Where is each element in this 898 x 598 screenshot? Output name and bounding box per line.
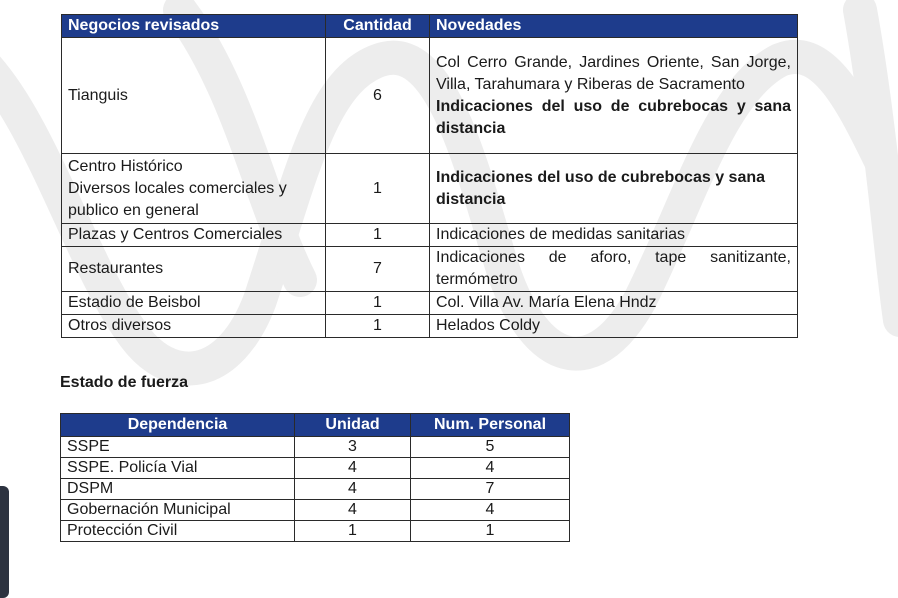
dependencia-cell: SSPE. Policía Vial — [61, 458, 295, 479]
personal-cell: 7 — [411, 479, 570, 500]
negocios-table — [61, 14, 798, 338]
novedades-cell: Helados Coldy — [430, 315, 798, 338]
negocio-cell — [62, 154, 326, 224]
header-cantidad: Cantidad — [326, 15, 430, 38]
unidad-cell: 1 — [295, 521, 411, 542]
table-row — [62, 292, 798, 315]
unidad-cell: 4 — [295, 500, 411, 521]
dependencia-cell: SSPE — [61, 437, 295, 458]
negocio-cell: Estadio de Beisbol — [62, 292, 326, 315]
dependencia-cell: DSPM — [61, 479, 295, 500]
table-row — [61, 479, 570, 500]
cantidad-cell: 7 — [326, 247, 430, 292]
novedades-cell: Indicaciones del uso de cubrebocas y sana distancia — [430, 154, 798, 224]
novedades-bold-text: Indicaciones del uso de cubrebocas y sana distancia — [436, 97, 791, 137]
cantidad-cell: 1 — [326, 315, 430, 338]
negocio-cell: Tianguis — [62, 38, 326, 154]
table-row — [61, 458, 570, 479]
table-row — [62, 38, 798, 154]
cantidad-cell: 1 — [326, 292, 430, 315]
table-row — [61, 437, 570, 458]
header-unidad: Unidad — [295, 414, 411, 437]
header-dependencia: Dependencia — [61, 414, 295, 437]
table-row — [61, 521, 570, 542]
table-header-row — [62, 15, 798, 38]
unidad-cell: 4 — [295, 458, 411, 479]
dependencia-cell: Gobernación Municipal — [61, 500, 295, 521]
table-row — [62, 315, 798, 338]
novedades-cell: Indicaciones de medidas sanitarias — [430, 224, 798, 247]
cantidad-cell: 1 — [326, 224, 430, 247]
cantidad-cell: 6 — [326, 38, 430, 154]
table-row — [62, 247, 798, 292]
section-title: Estado de fuerza — [60, 374, 189, 391]
novedades-cell: Indicaciones de aforo, tape sanitizante, termómetro — [430, 247, 798, 292]
personal-cell: 4 — [411, 500, 570, 521]
left-edge-bar — [0, 486, 9, 598]
header-negocios: Negocios revisados — [62, 15, 326, 38]
table-row — [61, 500, 570, 521]
negocio-cell: Otros diversos — [62, 315, 326, 338]
table-row — [62, 154, 798, 224]
personal-cell: 1 — [411, 521, 570, 542]
table-row — [62, 224, 798, 247]
header-novedades: Novedades — [430, 15, 798, 38]
novedades-cell — [430, 38, 798, 154]
cantidad-cell: 1 — [326, 154, 430, 224]
unidad-cell: 3 — [295, 437, 411, 458]
novedades-cell: Col. Villa Av. María Elena Hndz — [430, 292, 798, 315]
personal-cell: 5 — [411, 437, 570, 458]
negocio-line: Diversos locales comerciales y publico en general — [68, 179, 287, 219]
negocio-cell: Plazas y Centros Comerciales — [62, 224, 326, 247]
estado-fuerza-table — [60, 413, 570, 542]
table-header-row — [61, 414, 570, 437]
dependencia-cell: Protección Civil — [61, 521, 295, 542]
negocio-line: Centro Histórico — [68, 157, 183, 175]
unidad-cell: 4 — [295, 479, 411, 500]
header-personal: Num. Personal — [411, 414, 570, 437]
personal-cell: 4 — [411, 458, 570, 479]
negocio-cell: Restaurantes — [62, 247, 326, 292]
novedades-text: Col Cerro Grande, Jardines Oriente, San Jorge, Villa, Tarahumara y Riberas de Sacramento — [436, 53, 791, 93]
